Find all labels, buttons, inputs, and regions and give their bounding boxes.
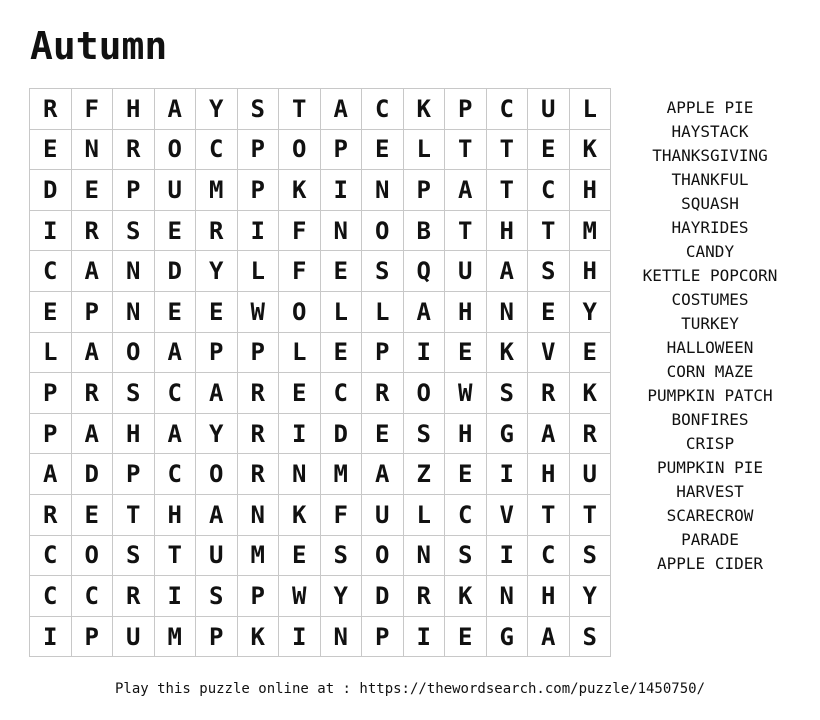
grid-cell[interactable]: P	[196, 616, 238, 657]
grid-cell[interactable]: E	[30, 291, 72, 332]
grid-cell[interactable]: R	[403, 576, 445, 617]
grid-cell[interactable]: D	[71, 454, 113, 495]
grid-cell[interactable]: E	[320, 251, 362, 292]
grid-cell[interactable]: Q	[403, 251, 445, 292]
grid-cell[interactable]: S	[403, 413, 445, 454]
grid-cell[interactable]: P	[196, 332, 238, 373]
grid-cell[interactable]: P	[113, 454, 155, 495]
grid-row	[30, 210, 611, 251]
grid-row	[30, 373, 611, 414]
word-list-item: SCARECROW	[666, 506, 754, 525]
grid-cell[interactable]: I	[486, 454, 528, 495]
grid-cell[interactable]: E	[362, 413, 404, 454]
grid-cell[interactable]: S	[445, 535, 487, 576]
word-list-item: CANDY	[685, 242, 735, 261]
grid-cell[interactable]: P	[237, 332, 279, 373]
grid-cell[interactable]: M	[237, 535, 279, 576]
play-online-footer: Play this puzzle online at : https://thewordsearch.com/puzzle/1450750/	[114, 681, 705, 697]
grid-cell[interactable]: I	[30, 616, 72, 657]
grid-cell[interactable]: R	[528, 373, 570, 414]
grid-cell[interactable]: A	[71, 251, 113, 292]
grid-cell[interactable]: S	[113, 210, 155, 251]
grid-cell[interactable]: L	[403, 129, 445, 170]
grid-cell[interactable]: H	[528, 454, 570, 495]
grid-cell[interactable]: P	[237, 576, 279, 617]
grid-cell[interactable]: H	[569, 170, 611, 211]
grid-cell[interactable]: T	[528, 210, 570, 251]
grid-cell[interactable]: N	[237, 494, 279, 535]
grid-cell[interactable]: T	[528, 494, 570, 535]
grid-cell[interactable]: N	[486, 291, 528, 332]
word-list-item: THANKSGIVING	[652, 146, 768, 165]
grid-cell[interactable]: E	[528, 129, 570, 170]
grid-cell[interactable]: T	[154, 535, 196, 576]
grid-cell[interactable]: E	[30, 129, 72, 170]
grid-cell[interactable]: P	[403, 170, 445, 211]
grid-cell[interactable]: Y	[569, 291, 611, 332]
grid-cell[interactable]: I	[403, 616, 445, 657]
grid-cell[interactable]: R	[237, 413, 279, 454]
grid-cell[interactable]: R	[113, 129, 155, 170]
grid-cell[interactable]: T	[279, 89, 321, 130]
grid-cell[interactable]: W	[237, 291, 279, 332]
grid-cell[interactable]: N	[279, 454, 321, 495]
grid-cell[interactable]: T	[445, 129, 487, 170]
grid-cell[interactable]: O	[279, 291, 321, 332]
grid-cell[interactable]: N	[71, 129, 113, 170]
grid-cell[interactable]: K	[403, 89, 445, 130]
grid-cell[interactable]: K	[486, 332, 528, 373]
grid-cell[interactable]: B	[403, 210, 445, 251]
grid-cell[interactable]: H	[528, 576, 570, 617]
word-list-item: TURKEY	[681, 314, 739, 333]
grid-cell[interactable]: I	[320, 170, 362, 211]
grid-cell[interactable]: E	[71, 170, 113, 211]
grid-cell[interactable]: N	[320, 210, 362, 251]
grid-cell[interactable]: L	[362, 291, 404, 332]
grid-cell[interactable]: Y	[196, 413, 238, 454]
grid-cell[interactable]: A	[486, 251, 528, 292]
grid-cell[interactable]: L	[279, 332, 321, 373]
grid-cell[interactable]: R	[30, 494, 72, 535]
grid-cell[interactable]: P	[362, 332, 404, 373]
word-list-item: THANKFUL	[671, 170, 749, 189]
grid-cell[interactable]: E	[154, 210, 196, 251]
grid-cell[interactable]: U	[113, 616, 155, 657]
word-list-item: PUMPKIN PIE	[657, 458, 763, 477]
grid-cell[interactable]: A	[154, 413, 196, 454]
grid-cell[interactable]: O	[279, 129, 321, 170]
grid-cell[interactable]: P	[320, 129, 362, 170]
grid-cell[interactable]: O	[71, 535, 113, 576]
grid-row	[30, 494, 611, 535]
grid-cell[interactable]: O	[362, 210, 404, 251]
grid-cell[interactable]: S	[320, 535, 362, 576]
grid-cell[interactable]: C	[30, 535, 72, 576]
grid-cell[interactable]: P	[237, 170, 279, 211]
grid-cell[interactable]: M	[154, 616, 196, 657]
grid-cell[interactable]: S	[528, 251, 570, 292]
grid-cell[interactable]: I	[486, 535, 528, 576]
grid-cell[interactable]: I	[403, 332, 445, 373]
grid-cell[interactable]: A	[528, 413, 570, 454]
grid-row	[30, 454, 611, 495]
grid-cell[interactable]: Y	[196, 89, 238, 130]
grid-cell[interactable]: D	[362, 576, 404, 617]
grid-row	[30, 89, 611, 130]
grid-cell[interactable]: C	[154, 454, 196, 495]
grid-cell[interactable]: A	[154, 332, 196, 373]
grid-cell[interactable]: C	[30, 576, 72, 617]
grid-cell[interactable]: A	[154, 89, 196, 130]
grid-cell[interactable]: E	[569, 332, 611, 373]
grid-cell[interactable]: H	[113, 413, 155, 454]
grid-cell[interactable]: D	[154, 251, 196, 292]
grid-cell[interactable]: S	[113, 535, 155, 576]
word-list-item: APPLE CIDER	[657, 554, 763, 573]
grid-cell[interactable]: I	[237, 210, 279, 251]
word-list-item: HAYRIDES	[671, 218, 749, 237]
grid-cell[interactable]: T	[569, 494, 611, 535]
grid-cell[interactable]: M	[196, 170, 238, 211]
grid-cell[interactable]: F	[279, 251, 321, 292]
grid-cell[interactable]: C	[486, 89, 528, 130]
word-list-item: HARVEST	[676, 482, 744, 501]
grid-cell[interactable]: S	[113, 373, 155, 414]
word-list	[628, 96, 792, 576]
grid-cell[interactable]: N	[320, 616, 362, 657]
grid-cell[interactable]: S	[569, 616, 611, 657]
grid-row	[30, 129, 611, 170]
grid-cell[interactable]: U	[154, 170, 196, 211]
grid-cell[interactable]: O	[403, 373, 445, 414]
grid-cell[interactable]: E	[445, 616, 487, 657]
grid-cell[interactable]: K	[279, 170, 321, 211]
grid-cell[interactable]: P	[362, 616, 404, 657]
word-list-item: SQUASH	[681, 194, 739, 213]
grid-cell[interactable]: T	[486, 170, 528, 211]
word-list-item: HAYSTACK	[671, 122, 749, 141]
puzzle-title: Autumn	[30, 24, 168, 68]
grid-cell[interactable]: U	[528, 89, 570, 130]
grid-row	[30, 413, 611, 454]
grid-cell[interactable]: E	[445, 332, 487, 373]
grid-cell[interactable]: R	[71, 210, 113, 251]
grid-cell[interactable]: L	[30, 332, 72, 373]
grid-cell[interactable]: N	[113, 251, 155, 292]
grid-cell[interactable]: T	[486, 129, 528, 170]
grid-cell[interactable]: A	[320, 89, 362, 130]
grid-cell[interactable]: A	[30, 454, 72, 495]
grid-cell[interactable]: O	[196, 454, 238, 495]
grid-cell[interactable]: S	[569, 535, 611, 576]
grid-cell[interactable]: P	[445, 89, 487, 130]
word-list-item: KETTLE POPCORN	[642, 266, 778, 285]
grid-cell[interactable]: C	[528, 170, 570, 211]
grid-cell[interactable]: L	[237, 251, 279, 292]
grid-cell[interactable]: I	[154, 576, 196, 617]
grid-cell[interactable]: U	[196, 535, 238, 576]
grid-cell[interactable]: S	[486, 373, 528, 414]
grid-cell[interactable]: C	[528, 535, 570, 576]
grid-cell[interactable]: N	[362, 170, 404, 211]
grid-cell[interactable]: K	[569, 129, 611, 170]
grid-cell[interactable]: R	[71, 373, 113, 414]
grid-cell[interactable]: M	[320, 454, 362, 495]
grid-row	[30, 251, 611, 292]
grid-cell[interactable]: A	[528, 616, 570, 657]
grid-row	[30, 170, 611, 211]
grid-cell[interactable]: L	[569, 89, 611, 130]
grid-cell[interactable]: G	[486, 413, 528, 454]
grid-cell[interactable]: R	[569, 413, 611, 454]
grid-cell[interactable]: U	[569, 454, 611, 495]
grid-cell[interactable]: A	[196, 373, 238, 414]
grid-cell[interactable]: O	[362, 535, 404, 576]
grid-cell[interactable]: D	[320, 413, 362, 454]
grid-cell[interactable]: U	[445, 251, 487, 292]
grid-cell[interactable]: L	[403, 494, 445, 535]
grid-cell[interactable]: H	[569, 251, 611, 292]
grid-cell[interactable]: S	[362, 251, 404, 292]
word-list-item: PUMPKIN PATCH	[647, 386, 773, 405]
grid-cell[interactable]: R	[113, 576, 155, 617]
grid-cell[interactable]: P	[30, 373, 72, 414]
word-list-item: HALLOWEEN	[666, 338, 754, 357]
grid-cell[interactable]: V	[486, 494, 528, 535]
grid-cell[interactable]: C	[30, 251, 72, 292]
grid-cell[interactable]: O	[154, 129, 196, 170]
grid-row	[30, 332, 611, 373]
grid-cell[interactable]: N	[113, 291, 155, 332]
grid-cell[interactable]: R	[196, 210, 238, 251]
grid-cell[interactable]: H	[154, 494, 196, 535]
grid-row	[30, 291, 611, 332]
grid-cell[interactable]: H	[445, 291, 487, 332]
grid-cell[interactable]: C	[445, 494, 487, 535]
grid-cell[interactable]: E	[528, 291, 570, 332]
grid-cell[interactable]: A	[71, 332, 113, 373]
grid-cell[interactable]: E	[279, 535, 321, 576]
grid-cell[interactable]: O	[113, 332, 155, 373]
grid-cell[interactable]: E	[445, 454, 487, 495]
grid-cell[interactable]: K	[445, 576, 487, 617]
word-list-item: PARADE	[681, 530, 739, 549]
grid-cell[interactable]: H	[486, 210, 528, 251]
letter-grid[interactable]	[29, 88, 611, 657]
grid-cell[interactable]: G	[486, 616, 528, 657]
grid-cell[interactable]: E	[320, 332, 362, 373]
grid-cell[interactable]: Y	[320, 576, 362, 617]
grid-cell[interactable]: Y	[196, 251, 238, 292]
grid-cell[interactable]: R	[362, 373, 404, 414]
grid-cell[interactable]: W	[445, 373, 487, 414]
grid-cell[interactable]: H	[445, 413, 487, 454]
grid-cell[interactable]: K	[569, 373, 611, 414]
grid-cell[interactable]: F	[320, 494, 362, 535]
grid-cell[interactable]: Y	[569, 576, 611, 617]
grid-cell[interactable]: C	[154, 373, 196, 414]
word-list-item: CORN MAZE	[666, 362, 754, 381]
grid-cell[interactable]: U	[362, 494, 404, 535]
grid-cell[interactable]: K	[279, 494, 321, 535]
grid-cell[interactable]: P	[71, 291, 113, 332]
grid-cell[interactable]: P	[113, 170, 155, 211]
grid-cell[interactable]: W	[279, 576, 321, 617]
grid-cell[interactable]: M	[569, 210, 611, 251]
grid-cell[interactable]: R	[237, 373, 279, 414]
word-list-item: BONFIRES	[671, 410, 749, 429]
grid-cell[interactable]: T	[113, 494, 155, 535]
grid-row	[30, 616, 611, 657]
grid-cell[interactable]: A	[403, 291, 445, 332]
grid-cell[interactable]: T	[445, 210, 487, 251]
grid-cell[interactable]: C	[362, 89, 404, 130]
grid-cell[interactable]: C	[71, 576, 113, 617]
grid-row	[30, 576, 611, 617]
grid-cell[interactable]: S	[237, 89, 279, 130]
grid-row	[30, 535, 611, 576]
grid-cell[interactable]: R	[237, 454, 279, 495]
grid-cell[interactable]: I	[279, 413, 321, 454]
grid-cell[interactable]: V	[528, 332, 570, 373]
grid-cell[interactable]: A	[445, 170, 487, 211]
grid-cell[interactable]: S	[196, 576, 238, 617]
grid-cell[interactable]: E	[279, 373, 321, 414]
grid-cell[interactable]: A	[71, 413, 113, 454]
grid-cell[interactable]: Z	[403, 454, 445, 495]
grid-cell[interactable]: E	[362, 129, 404, 170]
grid-cell[interactable]: I	[279, 616, 321, 657]
grid-cell[interactable]: E	[71, 494, 113, 535]
grid-cell[interactable]: I	[30, 210, 72, 251]
word-list-item: CRISP	[685, 434, 735, 453]
grid-cell[interactable]: K	[237, 616, 279, 657]
grid-cell[interactable]: L	[320, 291, 362, 332]
grid-cell[interactable]: P	[71, 616, 113, 657]
grid-cell[interactable]: E	[196, 291, 238, 332]
grid-cell[interactable]: F	[279, 210, 321, 251]
grid-cell[interactable]: A	[196, 494, 238, 535]
word-list-item: APPLE PIE	[666, 98, 754, 117]
grid-cell[interactable]: F	[71, 89, 113, 130]
grid-cell[interactable]: A	[362, 454, 404, 495]
grid-cell[interactable]: P	[30, 413, 72, 454]
grid-cell[interactable]: D	[30, 170, 72, 211]
grid-cell[interactable]: N	[486, 576, 528, 617]
grid-cell[interactable]: E	[154, 291, 196, 332]
grid-cell[interactable]: C	[196, 129, 238, 170]
grid-cell[interactable]: P	[237, 129, 279, 170]
word-list-item: COSTUMES	[671, 290, 749, 309]
grid-cell[interactable]: C	[320, 373, 362, 414]
grid-cell[interactable]: H	[113, 89, 155, 130]
grid-cell[interactable]: N	[403, 535, 445, 576]
grid-cell[interactable]: R	[30, 89, 72, 130]
